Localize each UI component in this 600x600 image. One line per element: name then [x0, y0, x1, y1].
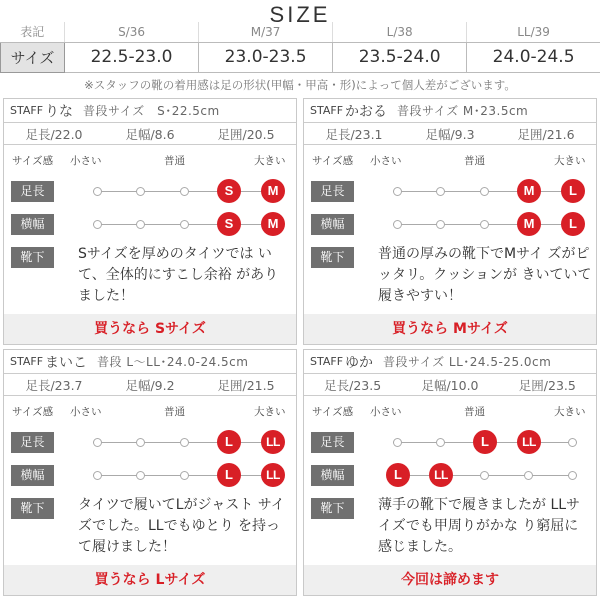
fit-note: ※スタッフの靴の着用感は足の形状(甲幅・甲高・形)によって個人差がございます。 [84, 78, 516, 92]
scale-point [393, 438, 402, 447]
size-marker: S [217, 212, 241, 236]
staff-comment: 普通の厚みの靴下でMサイ ズがピッタリ。クッションが きいていて履きやすい！ [378, 246, 592, 304]
row-label: 足長 [11, 432, 54, 453]
scale-point [480, 187, 489, 196]
measurement: 足幅/10.0 [421, 377, 479, 393]
scale-title: サイズ感 [12, 406, 54, 418]
size-marker: L [386, 463, 410, 487]
scale-header [4, 404, 296, 420]
staff-label: STAFF [310, 355, 344, 368]
staff-measurements [4, 374, 296, 396]
measurement: 足幅/8.6 [125, 126, 175, 142]
staff-measurements [304, 123, 596, 145]
row-label: 靴下 [11, 498, 54, 519]
staff-header [304, 99, 596, 123]
length-row [304, 179, 596, 205]
measurement: 足幅/9.2 [125, 377, 175, 393]
size-marker: LL [429, 463, 453, 487]
staff-card [3, 349, 297, 596]
scale-point [180, 187, 189, 196]
size-table-header-row [1, 22, 600, 42]
scale-point [93, 187, 102, 196]
measurement: 足囲/21.5 [217, 377, 275, 393]
scale-point [136, 187, 145, 196]
staff-verdict: 買うなら Lサイズ [4, 565, 296, 595]
staff-card [3, 98, 297, 345]
length-row [4, 179, 296, 205]
size-marker: L [561, 179, 585, 203]
size-table-row-label: サイズ [1, 42, 65, 72]
measurement: 足囲/20.5 [217, 126, 275, 142]
scale-point [436, 220, 445, 229]
row-label: 横幅 [11, 214, 54, 235]
scale-small-label: 小さい [70, 406, 102, 418]
staff-label: STAFF [310, 104, 344, 117]
size-table-range: 23.0-23.5 [199, 42, 333, 72]
staff-header [4, 99, 296, 123]
staff-label: STAFF [10, 104, 44, 117]
width-row [4, 212, 296, 238]
staff-card [303, 98, 597, 345]
staff-verdict: 今回は諦めます [304, 565, 596, 595]
row-label: 靴下 [11, 247, 54, 268]
staff-measurements [4, 123, 296, 145]
size-marker: M [517, 212, 541, 236]
scale-header [304, 404, 596, 420]
scale-big-label: 大きい [554, 155, 586, 167]
scale-small-label: 小さい [370, 155, 402, 167]
length-row [4, 430, 296, 456]
staff-comment: タイツで履いてLがジャスト サイズでした。LLでもゆとり を持って履けました！ [78, 497, 285, 555]
measurement: 足長/22.0 [25, 126, 83, 142]
scale-point [436, 438, 445, 447]
staff-comment: 薄手の靴下で履きましたが LLサイズでも甲周りがかな り窮屈に感じました。 [378, 497, 581, 555]
scale-point [180, 471, 189, 480]
width-row [304, 463, 596, 489]
size-marker: M [261, 212, 285, 236]
measurement: 足囲/23.5 [518, 377, 576, 393]
scale-normal-label: 普通 [464, 406, 485, 418]
size-table-size-label: L/38 [333, 22, 467, 42]
staff-usual-size: 普段サイズ LL･24.5-25.0cm [383, 355, 552, 369]
staff-card [303, 349, 597, 596]
length-row [304, 430, 596, 456]
scale-point [393, 187, 402, 196]
scale-point [136, 438, 145, 447]
measurement: 足囲/21.6 [517, 126, 575, 142]
size-marker: LL [517, 430, 541, 454]
scale-point [136, 471, 145, 480]
scale-small-label: 小さい [70, 155, 102, 167]
staff-comment: Sサイズを厚めのタイツでは いて、全体的にすこし余裕 がありました！ [78, 246, 279, 304]
scale-point [180, 438, 189, 447]
row-label: 横幅 [11, 465, 54, 486]
scale-normal-label: 普通 [164, 406, 185, 418]
scale-point [436, 187, 445, 196]
scale-big-label: 大きい [254, 406, 286, 418]
staff-header [4, 350, 296, 374]
size-marker: LL [261, 430, 285, 454]
measurement: 足幅/9.3 [425, 126, 475, 142]
scale-normal-label: 普通 [464, 155, 485, 167]
measurement: 足長/23.7 [25, 377, 83, 393]
row-label: 横幅 [311, 465, 354, 486]
scale-big-label: 大きい [554, 406, 586, 418]
row-label: 横幅 [311, 214, 354, 235]
scale-normal-label: 普通 [164, 155, 185, 167]
staff-measurements [304, 374, 596, 396]
row-label: 靴下 [311, 498, 354, 519]
size-marker: L [473, 430, 497, 454]
scale-title: サイズ感 [12, 155, 54, 167]
size-marker: L [217, 463, 241, 487]
size-marker: S [217, 179, 241, 203]
size-table-header-label: 表記 [1, 22, 65, 42]
staff-name: まいこ [45, 354, 88, 371]
staff-verdict: 買うなら Sサイズ [4, 314, 296, 344]
staff-label: STAFF [10, 355, 44, 368]
width-row [304, 212, 596, 238]
scale-point [180, 220, 189, 229]
row-label: 靴下 [311, 247, 354, 268]
size-marker: L [217, 430, 241, 454]
scale-point [93, 220, 102, 229]
staff-usual-size: 普段サイズ M･23.5cm [397, 104, 529, 118]
size-table-range: 24.0-24.5 [467, 42, 600, 72]
size-table-size-label: M/37 [199, 22, 333, 42]
scale-point [568, 471, 577, 480]
size-table-size-label: LL/39 [467, 22, 600, 42]
row-label: 足長 [311, 432, 354, 453]
staff-usual-size: 普段 L～LL･24.0-24.5cm [97, 355, 249, 369]
size-table-range: 23.5-24.0 [333, 42, 467, 72]
scale-point [393, 220, 402, 229]
size-table-size-label: S/36 [65, 22, 199, 42]
scale-big-label: 大きい [254, 155, 286, 167]
size-marker: L [561, 212, 585, 236]
measurement: 足長/23.5 [324, 377, 382, 393]
size-table [0, 22, 600, 73]
size-marker: M [261, 179, 285, 203]
scale-point [480, 471, 489, 480]
scale-small-label: 小さい [370, 406, 402, 418]
scale-title: サイズ感 [312, 406, 354, 418]
size-marker: M [517, 179, 541, 203]
size-marker: LL [261, 463, 285, 487]
measurement: 足長/23.1 [325, 126, 383, 142]
staff-name: りな [45, 103, 74, 120]
size-table-range: 22.5-23.0 [65, 42, 199, 72]
row-label: 足長 [311, 181, 354, 202]
page-title: SIZE [269, 2, 331, 27]
scale-point [524, 471, 533, 480]
staff-usual-size: 普段サイズ S･22.5cm [83, 104, 220, 118]
staff-name: ゆか [345, 354, 374, 371]
scale-header [304, 153, 596, 169]
scale-point [93, 471, 102, 480]
size-table-range-row [1, 42, 600, 72]
scale-header [4, 153, 296, 169]
staff-verdict: 買うなら Mサイズ [304, 314, 596, 344]
width-row [4, 463, 296, 489]
row-label: 足長 [11, 181, 54, 202]
scale-point [136, 220, 145, 229]
staff-header [304, 350, 596, 374]
scale-point [93, 438, 102, 447]
scale-point [568, 438, 577, 447]
scale-title: サイズ感 [312, 155, 354, 167]
staff-name: かおる [345, 103, 388, 120]
scale-point [480, 220, 489, 229]
